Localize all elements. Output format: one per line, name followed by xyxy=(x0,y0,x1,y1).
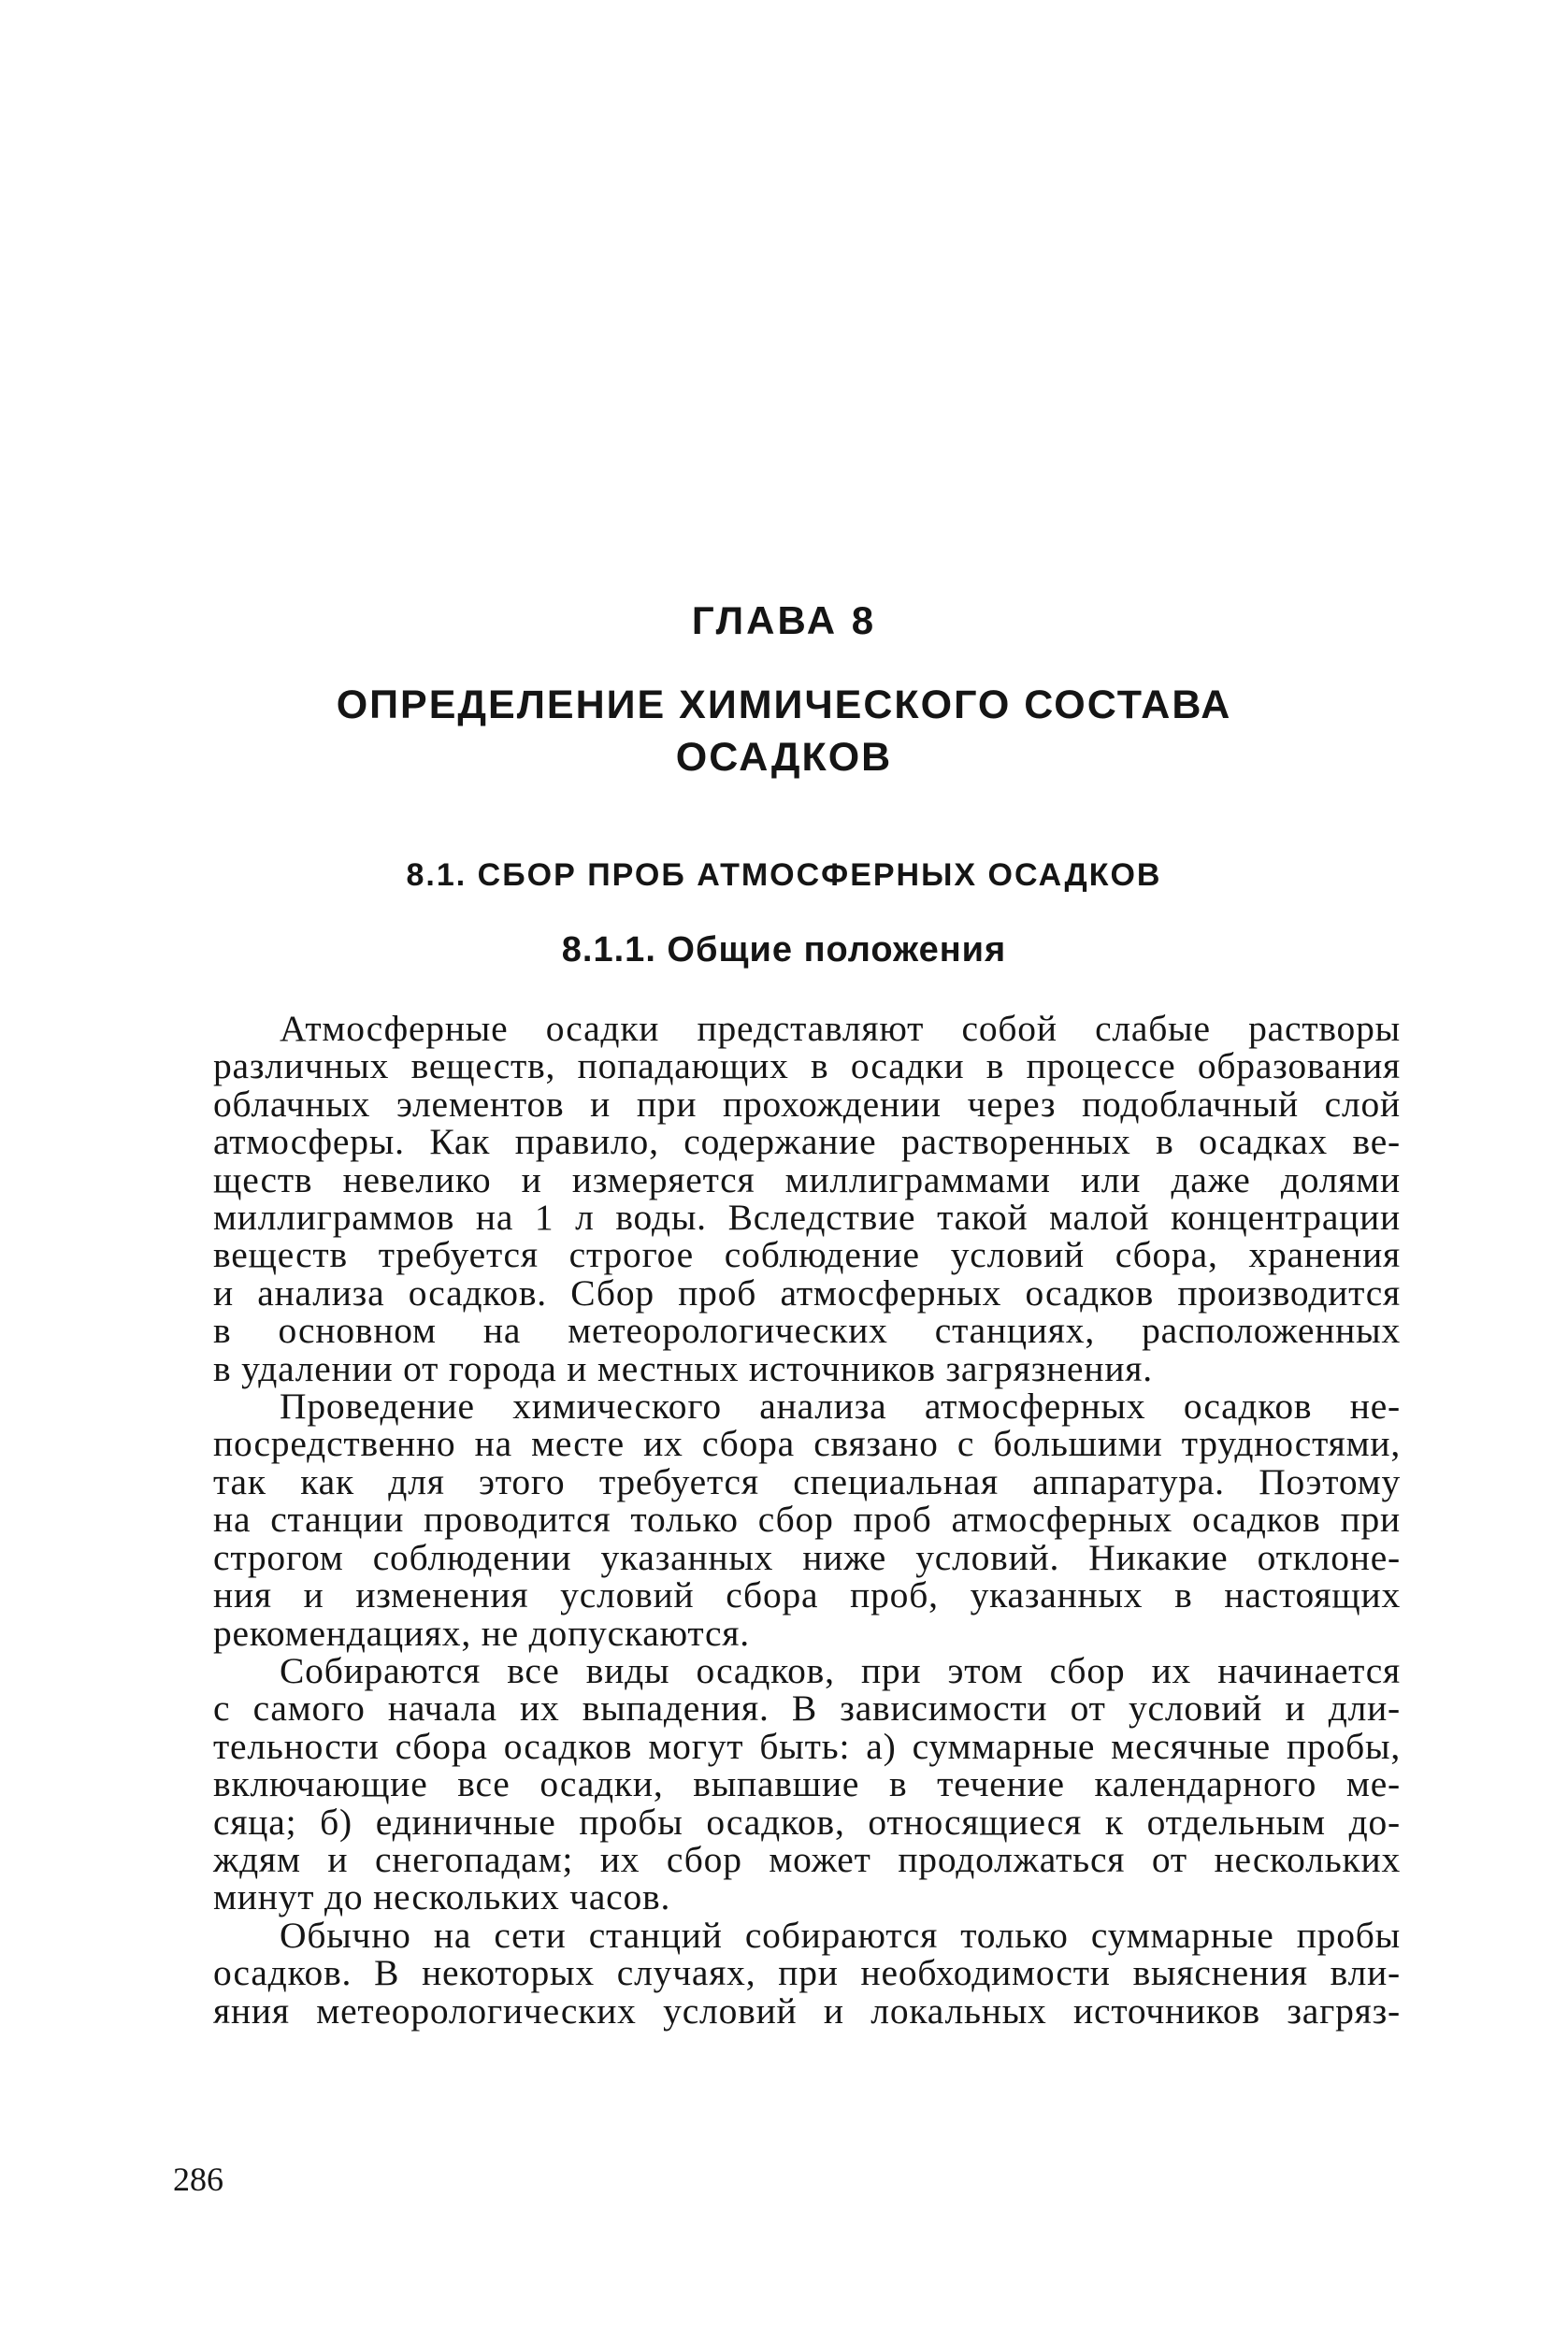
chapter-title-line-1: ОПРЕДЕЛЕНИЕ ХИМИЧЕСКОГО СОСТАВА xyxy=(336,682,1232,727)
text-line: посредственно на месте их сбора связано с большими трудностями, xyxy=(213,1423,1401,1465)
paragraph-4 xyxy=(213,1914,1401,2032)
text-line: Атмосферные осадки представляют собой слабые растворы xyxy=(280,1008,1401,1049)
text-line: рекомендациях, не допускаются. xyxy=(213,1612,750,1654)
text-line: Собираются все виды осадков, при этом сбор их начинается xyxy=(280,1649,1401,1691)
paragraph-3 xyxy=(213,1649,1401,1918)
chapter-title-line-2: ОСАДКОВ xyxy=(675,735,893,780)
text-line: с самого начала их выпадения. В зависимости от условий и дли- xyxy=(213,1688,1401,1730)
text-line: на станции проводится только сбор проб атмосферных осадков при xyxy=(213,1499,1401,1541)
text-line: сяца; б) единичные пробы осадков, относящиеся к отдельным до- xyxy=(213,1801,1401,1843)
paragraph-1 xyxy=(213,1010,1401,1387)
page-number: 286 xyxy=(173,2161,223,2198)
subsection-heading: 8.1.1. Общие положения xyxy=(561,930,1007,969)
text-line: миллиграммов на 1 л воды. Вследствие такой малой концентрации xyxy=(213,1197,1401,1239)
text-line: в удалении от города и местных источников загрязнения. xyxy=(213,1347,1153,1389)
text-line: строгом соблюдении указанных ниже условий. Никакие отклоне- xyxy=(213,1536,1401,1578)
text-line: ния и изменения условий сбора проб, указанных в настоящих xyxy=(213,1574,1401,1616)
text-line: облачных элементов и при прохождении через подоблачный слой xyxy=(213,1083,1401,1125)
text-line: осадков. В некоторых случаях, при необходимости выяснения вли- xyxy=(213,1952,1401,1994)
text-line: минут до нескольких часов. xyxy=(213,1876,671,1918)
text-line: Проведение химического анализа атмосферных осадков не- xyxy=(280,1386,1401,1428)
text-line: тельности сбора осадков могут быть: а) суммарные месячные пробы, xyxy=(213,1725,1401,1767)
text-line: ждям и снегопадам; их сбор может продолжаться от нескольких xyxy=(213,1838,1401,1880)
paragraph-2 xyxy=(213,1387,1401,1652)
text-line: и анализа осадков. Сбор проб атмосферных осадков производится xyxy=(213,1271,1401,1314)
text-line: Обычно на сети станций собираются только суммарные пробы xyxy=(280,1914,1401,1956)
body-text xyxy=(213,1010,1401,2030)
section-heading: 8.1. СБОР ПРОБ АТМОСФЕРНЫХ ОСАДКОВ xyxy=(406,857,1162,893)
chapter-label: ГЛАВА 8 xyxy=(691,598,877,642)
text-line: ществ невелико и измеряется миллиграммами или даже долями xyxy=(213,1158,1401,1200)
text-line: в основном на метеорологических станциях, расположенных xyxy=(213,1310,1401,1352)
text-line: различных веществ, попадающих в осадки в процессе образования xyxy=(213,1045,1401,1087)
text-line: веществ требуется строгое соблюдение условий сбора, хранения xyxy=(213,1234,1401,1276)
text-line: включающие все осадки, выпавшие в течение календарного ме- xyxy=(213,1763,1401,1805)
text-line: яния метеорологических условий и локальных источников загряз- xyxy=(213,1989,1401,2032)
chapter-title xyxy=(0,679,1568,783)
text-line: так как для этого требуется специальная аппаратура. Поэтому xyxy=(213,1460,1401,1502)
text-line: атмосферы. Как правило, содержание растворенных в осадках ве- xyxy=(213,1121,1401,1163)
